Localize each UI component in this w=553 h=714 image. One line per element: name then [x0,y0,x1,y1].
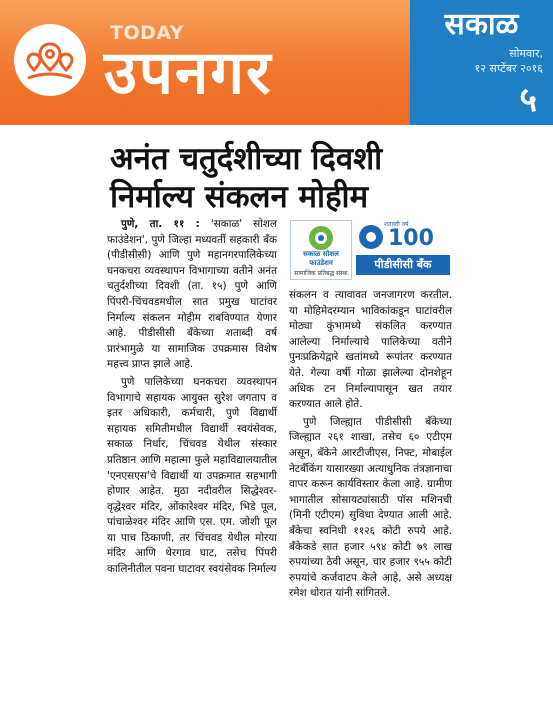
paragraph: पुणे पालिकेच्या घनकचरा व्यवस्थापन विभागाचे सहायक आयुक्त सुरेश जगताप व इतर अधिकारी, कर्मचारी, पुणे विद्यार्थी सहायक समितीमधील विद्यार्थी स्वयंसेवक, सकाळ निर्धार, चिंचवड येथील संस्कार प्रतिष्ठान आणि महात्मा फुले महाविद्यालयातील 'एनएसएस'चे विद्यार्थी या उपक्रमात सहभागी होणार आहेत. मुठा नदीवरील सिद्धेश्‍वर-वृद्धेश्‍वर मंदिर, ओंकारेश्‍वर मंदिर, भिडे पूल, पांचाळेश्‍वर मंदिर आणि एस. एम. जोशी पूल या पाच ठिकाणी, तर चिंचवड येथील मोरया मंदिर आणि थेरगाव घाट, तसेच पिंपरी कालिनीतील पवना घाटावर स्वयंसेवक निर्माल्य [107,375,277,576]
issue-date [474,46,543,76]
page-number: ५ [519,80,537,120]
paragraph: पुणे जिल्ह्यात पीडीसीसी बॅंकेच्या जिल्ह्यात २६१ शाखा, तसेच ६० एटीएम असून, बॅंकेने आरटीजीएस, निफ्ट, मोबाईल नेटबॅंकिंग यासारख्या अत्याधुनिक तंत्रज्ञानाचा वापर करून कार्यविस्तार केला आहे. ग्रामीण भागातील सोसायट्यांसाठी पॉस मशिनची (मिनी एटीएम) सुविधा देण्यात आली आहे. बॅंकेचा स्वनिधी ११२६ कोटी रुपये आहे. बॅंकेकडे सात हजार ५९४ कोटी ७९ लाख रुपयांच्या ठेवी असून, चार हजार ९५५ कोटी रुपयांचे कर्जवाटप केले आहे, असे अध्यक्ष रमेश थोरात यांनी सांगितले. [289,415,452,600]
sakal-foundation-logo [290,220,352,280]
dateline: पुणे, ता. ११ : [121,218,200,230]
paragraph-text: 'सकाळ' सोशल फाउंडेशन', पुणे जिल्हा मध्यवर्ती सहकारी बॅंक (पीडीसीसी) आणि पुणे महानगरपालिकेच्या घनकचरा व्यवस्थापन विभागाच्या वतीने अनंत चतुर्दशीच्या दिवशी (ता. १५) पुणे आणि पिंपरी-चिंचवडमधील सात प्रमुख घाटांवर निर्माल्य संकलन मोहीम राबविण्यात येणार आहे. पीडीसीसी बॅंकेच्या शताब्दी वर्ष प्रारंभामुळे या सामाजिक उपक्रमास विशेष महत्त्व प्राप्त झाले आहे. [107,218,277,371]
masthead [0,0,553,125]
section-logo [14,24,86,96]
today-label: TODAY [110,22,185,44]
paragraph: संकलन व त्यावावत जनजागरण करतील. या मोहिमेदरम्यान भाविकांकडून घाटांवरील मोठ्या कुंभामध्ये संकलित करण्यात आलेल्या निर्माल्याचे पालिकेच्या वतीने पुनःप्रक्रियेद्वारे खतांमध्ये रूपांतर करण्यात येते. गेल्या वर्षी गोळा झालेल्या दोनशेहून अधिक टन निर्माल्यापासून खत तयार करण्यात आले होते. [289,289,452,411]
sponsor-logos [290,220,450,278]
foundation-tagline: सामाजिक प्रतिबद्ध संस्था [294,270,348,277]
headline-line-1: अनंत चतुर्दशीच्या दिवशी [110,141,383,177]
section-title: उपनगर [104,38,273,108]
article-headline [110,140,520,216]
headline-line-2: निर्माल्य संकलन मोहीम [110,179,369,215]
location-pins-icon [22,32,78,88]
issue-day: सोमवार, [509,47,543,60]
brand-box [410,0,553,125]
bank-emblem-icon [356,222,386,256]
brand-name: सकाळ [444,7,519,42]
centenary-label: शताब्दी वर्ष [384,221,409,228]
issue-date-text: १२ सप्टेंबर २०१६ [474,62,543,75]
paragraph [107,217,277,373]
article-column-1 [107,217,277,578]
article-column-2 [289,288,452,602]
section-banner [0,0,410,125]
pdcc-bank-logo [356,220,450,278]
bank-name: पीडीसीसी बॅंक [356,255,450,275]
foundation-name: सकाळ सोशल फाउंडेशन [303,250,339,267]
centenary-years: 100 [388,226,434,251]
